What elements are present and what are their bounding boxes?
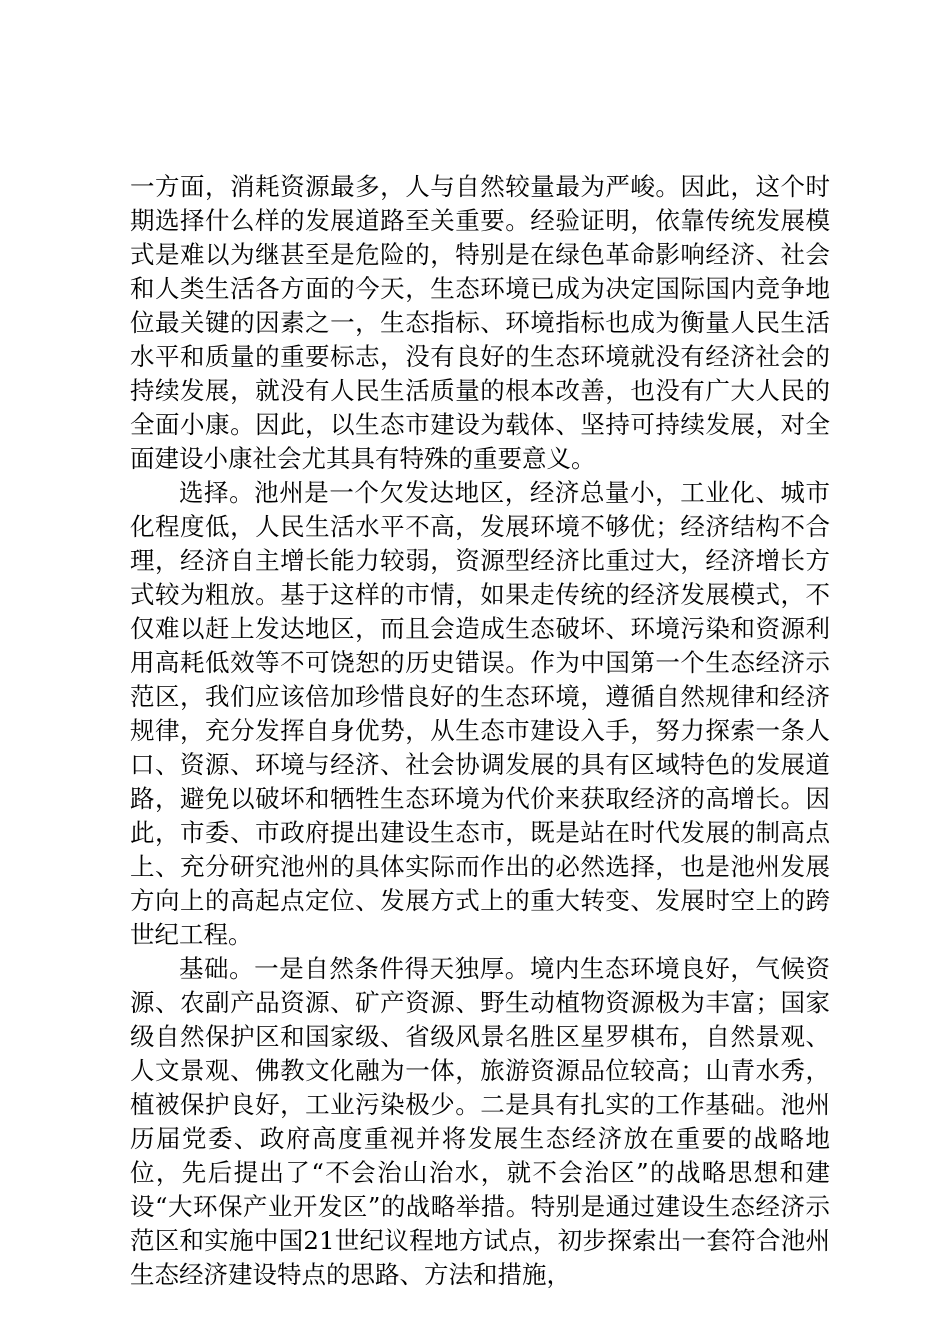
paragraph-1: 一方面，消耗资源最多，人与自然较量最为严峻。因此，这个时期选择什么样的发展道路至关重要。经验证明，依靠传统发展模式是难以为继甚至是危险的，特别是在绿色革命影响经济、社会和人类生活各方面的今天，生态环境已成为决定国际国内竞争地位最关键的因素之一，生态指标、环境指标也成为衡量人民生活水平和质量的重要标志，没有良好的生态环境就没有经济社会的持续发展，就没有人民生活质量的根本改善，也没有广大人民的全面小康。因此，以生态市建设为载体、坚持可持续发展，对全面建设小康社会尤其具有特殊的重要意义。: [130, 172, 830, 473]
paragraph-3: 基础。一是自然条件得天独厚。境内生态环境良好，气候资源、农副产品资源、矿产资源、野生动植物资源极为丰富；国家级自然保护区和国家级、省级风景名胜区星罗棋布，自然景观、人文景观、佛教文化融为一体，旅游资源品位较高；山青水秀，植被保护良好，工业污染极少。二是具有扎实的工作基础。池州历届党委、政府高度重视并将发展生态经济放在重要的战略地位，先后提出了“不会治山治水，就不会治区”的战略思想和建设“大环保产业开发区”的战略举措。特别是通过建设生态经济示范区和实施中国21世纪议程地方试点，初步探索出一套符合池州生态经济建设特点的思路、方法和措施，: [130, 954, 830, 1289]
document-body: [130, 170, 830, 1292]
paragraph-2: 选择。池州是一个欠发达地区，经济总量小，工业化、城市化程度低，人民生活水平不高，发展环境不够优；经济结构不合理，经济自主增长能力较弱，资源型经济比重过大，经济增长方式较为粗放。基于这样的市情，如果走传统的经济发展模式，不仅难以赶上发达地区，而且会造成生态破坏、环境污染和资源利用高耗低效等不可饶恕的历史错误。作为中国第一个生态经济示范区，我们应该倍加珍惜良好的生态环境，遵循自然规律和经济规律，充分发挥自身优势，从生态市建设入手，努力探索一条人口、资源、环境与经济、社会协调发展的具有区域特色的发展道路，避免以破坏和牺牲生态环境为代价来获取经济的高增长。因此，市委、市政府提出建设生态市，既是站在时代发展的制高点上、充分研究池州的具体实际而作出的必然选择，也是池州发展方向上的高起点定位、发展方式上的重大转变、发展时空上的跨世纪工程。: [130, 478, 830, 949]
